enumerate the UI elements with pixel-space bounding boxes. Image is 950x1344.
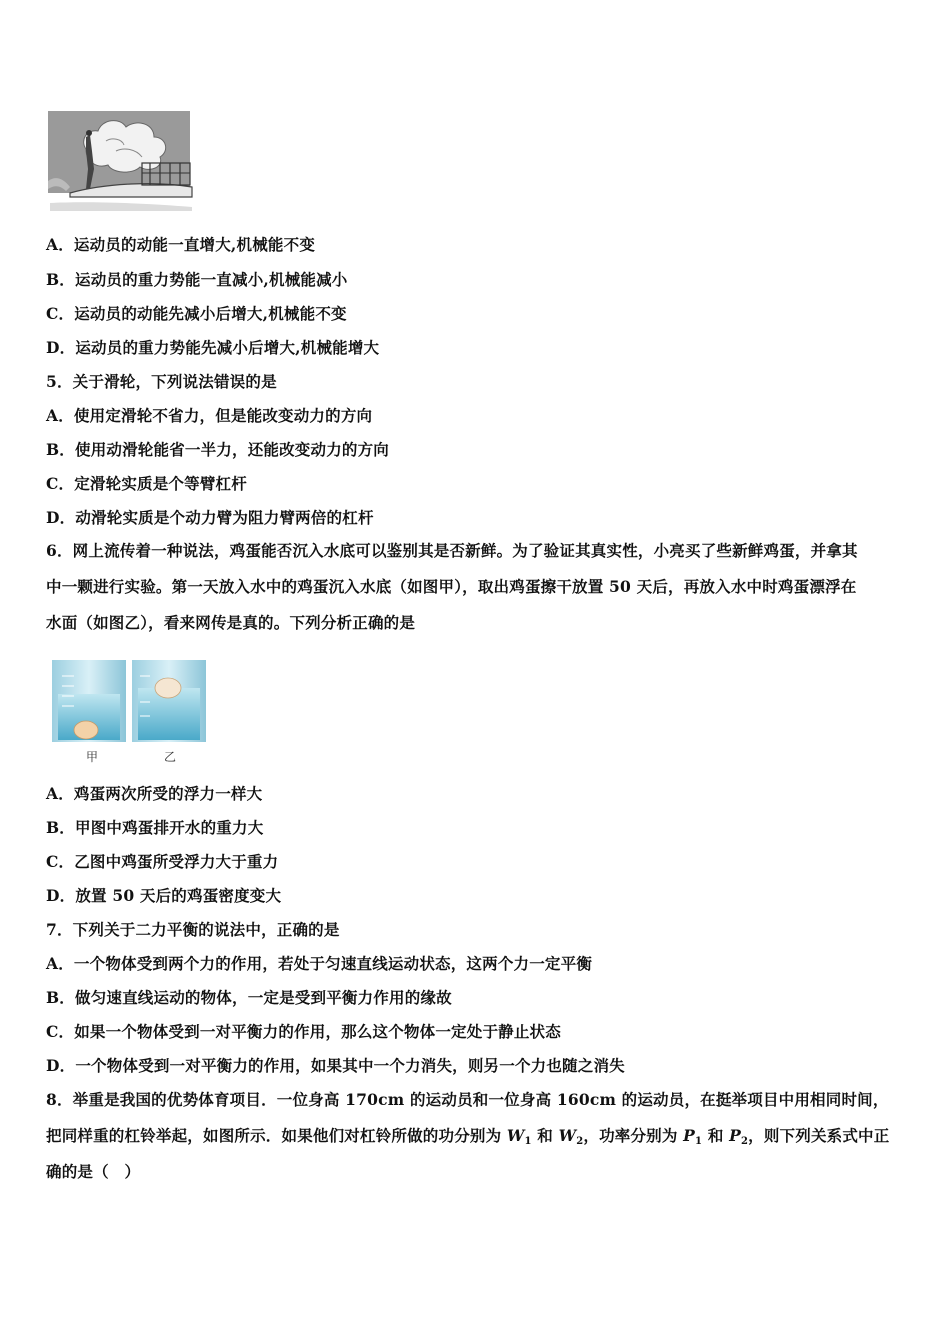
q4-option-b: B．运动员的重力势能一直减小,机械能减小 [46, 270, 348, 289]
q4-option-d: D．运动员的重力势能先减小后增大,机械能增大 [46, 338, 380, 357]
diving-illustration [46, 111, 194, 213]
q7-option-a: A．一个物体受到两个力的作用，若处于匀速直线运动状态，这两个力一定平衡 [46, 954, 593, 973]
egg-beakers-illustration [52, 658, 206, 746]
figure-label-jia: 甲 [86, 750, 99, 764]
q8-var-w1: W [506, 1126, 525, 1145]
q7-option-c: C．如果一个物体受到一对平衡力的作用，那么这个物体一定处于静止状态 [46, 1022, 561, 1041]
q8-stem [46, 1082, 908, 1190]
q5-stem: 5．关于滑轮，下列说法错误的是 [46, 372, 277, 391]
q6-stem-line-2: 中一颗进行实验。第一天放入水中的鸡蛋沉入水底（如图甲），取出鸡蛋擦干放置 50 天后，再放入水中时鸡蛋漂浮在 [46, 577, 857, 596]
q6-stem [46, 533, 908, 641]
q8-line-2-text-a: 把同样重的杠铃举起，如图所示．如果他们对杠铃所做的功分别为 [46, 1126, 507, 1145]
q6-option-c: C．乙图中鸡蛋所受浮力大于重力 [46, 852, 279, 871]
egg-beaker-figure [52, 658, 206, 766]
q7-option-b: B．做匀速直线运动的物体，一定是受到平衡力作用的缘故 [46, 988, 452, 1007]
q6-stem-line-3: 水面（如图乙），看来网传是真的。下列分析正确的是 [46, 613, 416, 632]
q8-line-3: 确的是（ ） [46, 1162, 141, 1181]
q5-option-d: D．动滑轮实质是个动力臂为阻力臂两倍的杠杆 [46, 508, 374, 527]
q5-option-b: B．使用动滑轮能省一半力，还能改变动力的方向 [46, 440, 390, 459]
q6-option-b: B．甲图中鸡蛋排开水的重力大 [46, 818, 264, 837]
q8-line-2: 把同样重的杠铃举起，如图所示．如果他们对杠铃所做的功分别为 $W_1$ 和 $W_2$，功率分别为 $P_1$ 和 $P_2$，则下列关系式中正 [46, 1126, 890, 1147]
q7-option-d: D．一个物体受到一对平衡力的作用，如果其中一个力消失，则另一个力也随之消失 [46, 1056, 625, 1075]
figure-label-yi: 乙 [164, 750, 177, 764]
q7-stem: 7．下列关于二力平衡的说法中，正确的是 [46, 920, 340, 939]
q4-option-a: A．运动员的动能一直增大,机械能不变 [46, 235, 316, 254]
q5-option-a: A．使用定滑轮不省力，但是能改变动力的方向 [46, 406, 373, 425]
q8-var-p2: P [729, 1126, 741, 1145]
q5-option-c: C．定滑轮实质是个等臂杠杆 [46, 474, 247, 493]
q8-line-1: 8．举重是我国的优势体育项目．一位身高 170cm 的运动员和一位身高 160cm 的运动员，在挺举项目中用相同时间， [46, 1090, 889, 1109]
q6-option-a: A．鸡蛋两次所受的浮力一样大 [46, 784, 263, 803]
q4-option-c: C．运动员的动能先减小后增大,机械能不变 [46, 304, 347, 323]
q6-option-d: D．放置 50 天后的鸡蛋密度变大 [46, 886, 282, 905]
diving-figure [46, 111, 194, 213]
q8-var-w2: W [558, 1126, 577, 1145]
q6-stem-line-1: 6．网上流传着一种说法，鸡蛋能否沉入水底可以鉴别其是否新鲜。为了验证其真实性，小亮买了些新鲜鸡蛋，并拿其 [46, 541, 858, 560]
q8-var-p1: P [683, 1126, 696, 1145]
